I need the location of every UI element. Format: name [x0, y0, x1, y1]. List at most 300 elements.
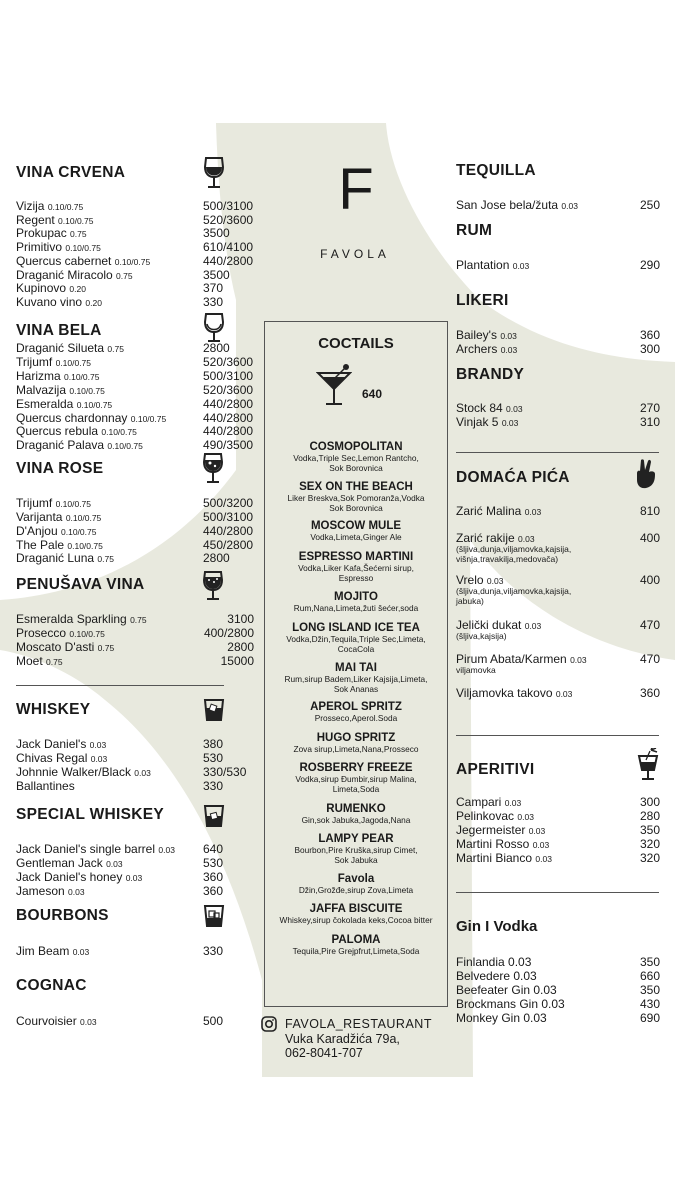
menu-item — [456, 342, 517, 357]
cocktail-glass-icon — [316, 363, 352, 407]
coctails-title: COCTAILS — [318, 335, 394, 352]
cocktail-ingredients: Džin,Grožđe,sirup Zova,Limeta — [298, 885, 414, 895]
cocktail-ingredients: Rum,sirup Badem,Liker Kajsija,Limeta, — [284, 674, 428, 684]
item-size: 0.03 — [134, 768, 151, 778]
item-name: Viljamovka takovo — [456, 686, 553, 700]
item-name: Draganić Silueta — [16, 341, 105, 355]
item-price: 440/2800 — [203, 411, 254, 425]
menu-item — [16, 856, 123, 871]
item-name: Beefeater Gin 0.03 — [456, 983, 557, 997]
item-name: Brockmans Gin 0.03 — [456, 997, 565, 1011]
item-name: Primitivo — [16, 240, 63, 254]
cocktail-name: MAI TAI — [335, 662, 377, 674]
menu-item — [456, 258, 529, 273]
item-price: 400 — [639, 573, 660, 587]
item-name: Quercus cabernet — [16, 254, 112, 268]
menu-item — [16, 765, 151, 780]
section-title-vina-rose: VINA ROSE — [16, 460, 104, 477]
item-size: 0.03 — [72, 947, 90, 957]
item-name: Zarić Malina — [456, 504, 522, 518]
menu-item — [456, 686, 572, 701]
item-name: D'Anjou — [16, 524, 58, 538]
item-size: 0.10/0.75 — [61, 527, 97, 537]
item-name: Courvoisier — [16, 1014, 77, 1028]
menu-item — [16, 199, 83, 214]
cocktail-ingredients: Tequila,Pire Grejpfrut,Limeta,Soda — [292, 946, 420, 956]
menu-item — [16, 510, 101, 525]
brand-logo-letter: F — [338, 157, 374, 222]
item-size: 0.10/0.75 — [67, 541, 103, 551]
item-name: Harizma — [16, 369, 61, 383]
item-price: 530 — [203, 856, 224, 870]
cocktail-ingredients: Espresso — [338, 572, 374, 583]
item-price: 300 — [639, 342, 660, 356]
sparkling-wine-glass-icon — [202, 570, 224, 602]
section-title-bourbons: BOURBONS — [16, 907, 109, 924]
item-price: 350 — [639, 823, 660, 837]
item-size: 0.03 — [532, 840, 550, 850]
cocktail-item — [264, 662, 448, 694]
cocktail-item — [264, 873, 448, 896]
item-name: Prosecco — [16, 626, 67, 640]
cocktail-name: ROSBERRY FREEZE — [299, 762, 413, 774]
item-price: 330 — [203, 295, 224, 309]
item-price: 440/2800 — [203, 254, 254, 268]
menu-item — [16, 369, 99, 384]
cocktail-ingredients: Prosseco,Aperol.Soda — [314, 713, 398, 723]
menu-item — [456, 851, 552, 866]
item-price: 530 — [203, 751, 224, 765]
section-title-likeri: LIKERI — [456, 292, 509, 309]
cocktail-name: LONG ISLAND ICE TEA — [292, 622, 420, 634]
brand-name: FAVOLA — [320, 247, 390, 261]
cocktail-item — [264, 481, 448, 513]
item-name: Campari — [456, 795, 502, 809]
item-size: 0.75 — [130, 615, 147, 625]
item-price: 500/3200 — [203, 496, 254, 510]
cocktail-item — [264, 803, 448, 826]
menu-item — [456, 997, 565, 1011]
cocktail-ingredients: Sok Ananas — [333, 683, 379, 694]
item-price: 470 — [639, 652, 660, 666]
item-price: 500/3100 — [203, 199, 254, 213]
cocktail-item — [264, 701, 448, 724]
item-name: Quercus rebula — [16, 424, 99, 438]
cocktail-item — [264, 622, 448, 654]
item-price: 330 — [203, 779, 224, 793]
item-description: (šljiva,dunja,viljamovka,kajsija, — [456, 544, 572, 554]
bourbon-glass-icon — [203, 904, 225, 928]
cocktail-ingredients: Vodka,sirup Đumbir,sirup Malina, — [295, 774, 417, 784]
item-price: 310 — [639, 415, 660, 429]
item-name: Bailey's — [456, 328, 497, 342]
menu-item — [16, 779, 75, 793]
item-price: 640 — [203, 842, 224, 856]
menu-item — [16, 383, 105, 398]
section-title-domaca-pica: DOMAĆA PIĆA — [456, 469, 570, 486]
menu-item — [16, 640, 114, 655]
menu-item — [16, 355, 91, 370]
menu-item — [16, 424, 137, 439]
item-name: Prokupac — [16, 226, 67, 240]
item-name: Chivas Regal — [16, 751, 88, 765]
item-price: 3500 — [203, 268, 230, 282]
instagram-handle[interactable]: FAVOLA_RESTAURANT — [285, 1017, 432, 1031]
item-price: 470 — [639, 618, 660, 632]
item-size: 0.03 — [501, 418, 519, 428]
item-size: 0.10/0.75 — [65, 243, 101, 253]
item-price: 520/3600 — [203, 383, 254, 397]
item-name: Malvazija — [16, 383, 67, 397]
item-price: 2800 — [203, 341, 230, 355]
menu-item — [456, 328, 517, 343]
item-name: Jegermeister — [456, 823, 526, 837]
item-size: 0.03 — [68, 887, 85, 897]
menu-item — [456, 837, 549, 852]
divider — [456, 735, 659, 736]
item-size: 0.10/0.75 — [47, 202, 84, 212]
cocktail-name: COSMOPOLITAN — [309, 441, 403, 453]
item-name: Draganić Miracolo — [16, 268, 113, 282]
item-name: Jack Daniel's honey — [16, 870, 123, 884]
item-name: San Jose bela/žuta — [456, 198, 559, 212]
item-size: 0.10/0.75 — [130, 414, 167, 424]
item-size: 0.10/0.75 — [76, 400, 113, 410]
item-price: 250 — [639, 198, 660, 212]
item-name: Stock 84 — [456, 401, 503, 415]
cocktail-ingredients: Vodka,Limeta,Ginger Ale — [310, 532, 402, 542]
menu-item — [16, 281, 86, 296]
menu-item — [456, 401, 523, 416]
cocktail-name: RUMENKO — [326, 803, 386, 815]
item-name: Monkey Gin 0.03 — [456, 1011, 547, 1025]
menu-item — [456, 1011, 547, 1025]
menu-item — [16, 551, 114, 566]
section-title-aperitivi: APERITIVI — [456, 761, 535, 778]
item-size: 0.10/0.75 — [101, 427, 137, 437]
menu-item — [16, 884, 85, 899]
item-name: Esmeralda Sparkling — [16, 612, 127, 626]
whiskey-glass-icon — [203, 698, 225, 722]
item-price: 380 — [203, 737, 224, 751]
cocktail-item — [264, 833, 448, 865]
item-name: Pelinkovac — [456, 809, 515, 823]
cocktail-ingredients: Vodka,Džin,Tequila,Triple Sec,Limeta, — [286, 634, 426, 644]
white-wine-glass-icon — [203, 312, 225, 344]
phone: 062-8041-707 — [285, 1046, 363, 1060]
item-size: 0.75 — [116, 271, 133, 281]
item-name: Jameson — [16, 884, 65, 898]
menu-item — [456, 198, 578, 213]
item-price: 280 — [639, 809, 660, 823]
item-size: 0.03 — [555, 689, 573, 699]
menu-item — [456, 504, 541, 519]
cocktail-item — [264, 441, 448, 473]
cocktail-name: PALOMA — [331, 934, 381, 946]
cocktail-ingredients: Rum,Nana,Limeta,žuti šećer,soda — [293, 603, 419, 613]
item-description: višnja,travakilja,medovača) — [456, 554, 559, 564]
item-description: viljamovka — [456, 665, 496, 675]
item-price: 3500 — [203, 226, 230, 240]
item-size: 0.03 — [500, 331, 517, 341]
item-size: 0.03 — [158, 845, 175, 855]
item-price: 660 — [639, 969, 660, 983]
menu-item — [16, 397, 112, 412]
cocktail-name: MOJITO — [334, 591, 378, 603]
divider — [456, 452, 659, 453]
item-price: 450/2800 — [203, 538, 254, 552]
item-price: 290 — [639, 258, 660, 272]
cocktail-name: MOSCOW MULE — [310, 520, 402, 532]
item-price: 400 — [639, 531, 660, 545]
menu-item — [16, 842, 175, 857]
item-price: 360 — [639, 328, 660, 342]
cocktail-ingredients: Sok Borovnica — [329, 502, 383, 513]
menu-item — [16, 1014, 97, 1029]
item-price: 360 — [203, 870, 224, 884]
item-name: Regent — [16, 213, 55, 227]
item-size: 0.03 — [528, 826, 546, 836]
cocktail-name: JAFFA BISCUITE — [309, 903, 403, 915]
item-price: 520/3600 — [203, 213, 254, 227]
item-price: 2800 — [203, 551, 230, 565]
item-size: 0.10/0.75 — [69, 386, 105, 396]
item-size: 0.10/0.75 — [65, 513, 102, 523]
item-name: Zarić rakije — [456, 531, 515, 545]
cocktail-name: LAMPY PEAR — [318, 833, 394, 845]
item-size: 0.75 — [97, 554, 114, 564]
item-price: 15000 — [220, 654, 254, 668]
item-price: 440/2800 — [203, 397, 254, 411]
cocktail-item — [264, 551, 448, 583]
red-wine-glass-icon — [203, 156, 225, 190]
item-size: 0.03 — [125, 873, 143, 883]
menu-item — [16, 254, 150, 269]
item-price: 690 — [639, 1011, 660, 1025]
item-price: 810 — [639, 504, 660, 518]
menu-item — [16, 612, 147, 627]
cocktail-ingredients: Sok Jabuka — [334, 854, 378, 865]
item-size: 0.03 — [106, 859, 123, 869]
item-price: 440/2800 — [203, 524, 254, 538]
menu-item — [16, 870, 142, 885]
item-size: 0.75 — [46, 657, 63, 667]
section-title-vina-crvena: VINA CRVENA — [16, 164, 126, 181]
menu-item — [456, 969, 537, 983]
menu-item — [16, 295, 102, 310]
menu-item — [16, 737, 106, 752]
cocktail-name: APEROL SPRITZ — [310, 701, 402, 713]
item-size: 0.03 — [486, 576, 504, 586]
rose-wine-glass-icon — [202, 452, 224, 485]
menu-item — [16, 524, 96, 539]
item-price: 440/2800 — [203, 424, 254, 438]
item-size: 0.75 — [97, 643, 115, 653]
item-price: 3100 — [227, 612, 254, 626]
menu-item — [16, 438, 143, 453]
coctails-price: 640 — [362, 387, 383, 401]
section-title-special-whiskey: SPECIAL WHISKEY — [16, 806, 165, 823]
section-title-rum: RUM — [456, 222, 493, 239]
item-size: 0.10/0.75 — [114, 257, 151, 267]
item-name: Trijumf — [16, 355, 53, 369]
item-size: 0.10/0.75 — [55, 499, 92, 509]
cocktail-ingredients: Whiskey,sirup čokolada keks,Cocoa bitter — [279, 915, 433, 925]
item-size: 0.10/0.75 — [58, 216, 94, 226]
item-name: Esmeralda — [16, 397, 74, 411]
menu-item — [16, 226, 87, 241]
whiskey-glass-icon — [203, 804, 225, 828]
item-name: Trijumf — [16, 496, 53, 510]
item-price: 610/4100 — [203, 240, 254, 254]
item-size: 0.03 — [504, 798, 522, 808]
cocktail-item — [264, 591, 448, 614]
item-price: 350 — [639, 983, 660, 997]
section-title-vina-bela: VINA BELA — [16, 322, 102, 339]
item-name: Ballantines — [16, 779, 75, 793]
item-description: jabuka) — [456, 596, 484, 606]
item-price: 400/2800 — [203, 626, 254, 640]
item-name: Kupinovo — [16, 281, 67, 295]
item-name: Johnnie Walker/Black — [16, 765, 131, 779]
address: Vuka Karadžića 79a, — [285, 1032, 400, 1046]
item-size: 0.03 — [506, 404, 523, 414]
item-name: Jack Daniel's single barrel — [16, 842, 156, 856]
item-price: 330 — [203, 944, 224, 958]
item-price: 320 — [639, 837, 660, 851]
item-price: 350 — [639, 955, 660, 969]
item-size: 0.03 — [512, 261, 530, 271]
item-name: Vizija — [16, 199, 45, 213]
instagram-icon[interactable] — [261, 1016, 277, 1032]
item-name: Jack Daniel's — [16, 737, 87, 751]
item-price: 430 — [639, 997, 660, 1011]
item-price: 270 — [639, 401, 660, 415]
item-size: 0.03 — [517, 812, 534, 822]
menu-item — [456, 415, 518, 430]
cocktail-ingredients: Gin,sok Jabuka,Jagoda,Nana — [301, 815, 411, 825]
item-name: Archers — [456, 342, 498, 356]
item-name: Moet — [16, 654, 43, 668]
section-title-gin-vodka: Gin I Vodka — [456, 918, 538, 935]
menu-item — [16, 341, 124, 356]
cocktail-name: HUGO SPRITZ — [316, 732, 396, 744]
cocktail-name: SEX ON THE BEACH — [299, 481, 413, 493]
item-price: 300 — [639, 795, 660, 809]
cocktail-ingredients: Vodka,Triple Sec,Lemon Rantcho, — [293, 453, 419, 463]
item-size: 0.03 — [89, 740, 107, 750]
item-name: Quercus chardonnay — [16, 411, 128, 425]
menu-item — [16, 944, 89, 959]
item-price: 320 — [639, 851, 660, 865]
item-size: 0.03 — [524, 621, 542, 631]
item-description: (šljiva,kajsija) — [456, 631, 507, 641]
item-name: Gentleman Jack — [16, 856, 103, 870]
cocktail-ingredients: Liker Breskva,Sok Pomoranža,Vodka — [287, 493, 425, 503]
menu-item — [16, 240, 101, 255]
item-price: 330/530 — [203, 765, 247, 779]
divider — [456, 892, 659, 893]
item-name: Jelički dukat — [456, 618, 522, 632]
section-title-cognac: COGNAC — [16, 977, 87, 994]
menu-item — [16, 626, 105, 641]
menu-item — [16, 654, 63, 669]
item-price: 500/3100 — [203, 510, 254, 524]
item-name: Pirum Abata/Karmen — [456, 652, 567, 666]
item-price: 2800 — [227, 640, 254, 654]
item-size: 0.03 — [524, 507, 542, 517]
cocktail-name: ESPRESSO MARTINI — [298, 551, 414, 563]
menu-item — [456, 823, 545, 838]
item-name: Martini Bianco — [456, 851, 533, 865]
section-title-brandy: BRANDY — [456, 366, 525, 383]
item-size: 0.20 — [85, 298, 102, 308]
menu-item — [456, 809, 534, 824]
item-name: Finlandia 0.03 — [456, 955, 532, 969]
item-size: 0.03 — [518, 534, 535, 544]
item-size: 0.03 — [561, 201, 578, 211]
item-name: Vrelo — [456, 573, 484, 587]
menu-item — [456, 955, 531, 969]
item-size: 0.10/0.75 — [55, 358, 92, 368]
item-name: The Pale — [16, 538, 65, 552]
item-name: Plantation — [456, 258, 510, 272]
menu-item — [16, 496, 91, 511]
cocktail-ingredients: CocaCola — [337, 643, 375, 654]
cocktail-name: Favola — [337, 873, 375, 885]
item-size: 0.03 — [570, 655, 587, 665]
item-description: (šljiva,dunja,viljamovka,kajsija, — [456, 586, 572, 596]
item-size: 0.75 — [70, 229, 87, 239]
cocktail-ingredients: Zova sirup,Limeta,Nana,Prosseco — [293, 744, 419, 754]
cocktail-ingredients: Vodka,Liker Kafa,Šećerni sirup, — [298, 563, 414, 573]
item-name: Moscato D'asti — [16, 640, 95, 654]
hand-gesture-icon — [633, 458, 659, 490]
item-name: Draganić Luna — [16, 551, 95, 565]
cocktail-item — [264, 732, 448, 755]
menu-item — [456, 983, 557, 997]
cocktail-ingredients: Limeta,Soda — [332, 783, 380, 794]
item-price: 500/3100 — [203, 369, 254, 383]
item-price: 370 — [203, 281, 224, 295]
item-size: 0.03 — [90, 754, 108, 764]
cocktail-ingredients: Sok Borovnica — [329, 462, 383, 473]
cocktail-item — [264, 520, 448, 543]
item-name: Kuvano vino — [16, 295, 83, 309]
menu-item — [16, 751, 107, 766]
item-name: Varijanta — [16, 510, 63, 524]
item-size: 0.10/0.75 — [69, 629, 105, 639]
section-title-penusava-vina: PENUŠAVA VINA — [16, 576, 145, 593]
section-title-whiskey: WHISKEY — [16, 701, 91, 718]
item-name: Belvedere 0.03 — [456, 969, 537, 983]
item-name: Jim Beam — [16, 944, 70, 958]
section-title-tequilla: TEQUILLA — [456, 162, 536, 179]
cocktail-item — [264, 903, 448, 926]
item-size: 0.10/0.75 — [64, 372, 100, 382]
item-price: 520/3600 — [203, 355, 254, 369]
item-size: 0.03 — [80, 1017, 97, 1027]
item-name: Draganić Palava — [16, 438, 105, 452]
item-size: 0.75 — [107, 344, 124, 354]
item-price: 500 — [203, 1014, 224, 1028]
cocktail-ingredients: Bourbon,Pire Kruška,sirup Cimet, — [294, 845, 418, 855]
item-size: 0.03 — [500, 345, 518, 355]
item-name: Martini Rosso — [456, 837, 530, 851]
item-price: 360 — [639, 686, 660, 700]
divider — [16, 685, 224, 686]
aperitif-glass-icon — [637, 748, 659, 782]
